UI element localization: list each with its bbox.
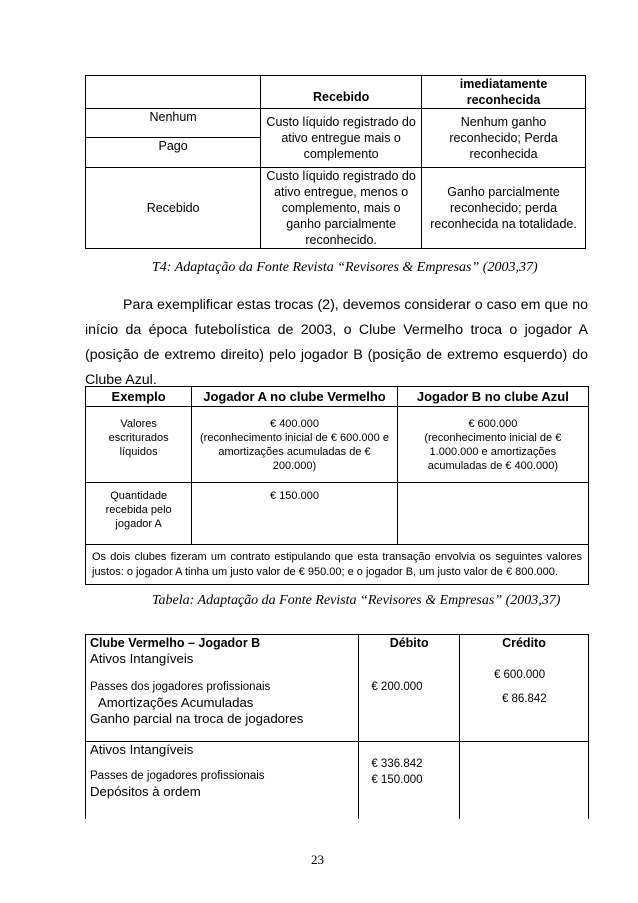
t1-cell-ganho-parcial: Ganho parcialmente reconhecido; perda reconhecida na totalidade. [422, 168, 586, 249]
t2-footer-note: Os dois clubes fizeram um contrato estipulando que esta transação envolvia os seguintes valores justos: o jogador A tinha um justo valor de € 950.00; e o jogador B, um justo valor de € 800.000. [86, 545, 589, 585]
table-3 [85, 634, 589, 819]
t3-b1-credit-2: € 86.842 [501, 693, 547, 705]
t3-b1-line-4: Ganho parcial na troca de jogadores [90, 711, 304, 726]
table-2-caption: Tabela: Adaptação da Fonte Revista “Revisores & Empresas” (2003,37) [152, 593, 561, 608]
t1-cell-nenhum-ganho: Nenhum ganho reconhecido; Perda reconhecida [422, 109, 586, 168]
t3-header-clube: Clube Vermelho – Jogador B [86, 635, 359, 652]
t3-b1-line-2: Passes dos jogadores profissionais [90, 681, 271, 693]
page-number: 23 [311, 852, 324, 867]
t2-row-quantidade-b [397, 483, 588, 545]
t2-header-exemplo: Exemplo [86, 387, 192, 407]
t3-block2-debit [359, 741, 460, 819]
t1-header-recebido: Recebido [261, 76, 422, 109]
t3-b2-line-2: Passes de jogadores profissionais [90, 769, 265, 782]
t3-b2-debit-1: € 336.842 [371, 757, 423, 770]
t2-row-valores-label: Valores escriturados líquidos [86, 407, 192, 483]
body-paragraph: Para exemplificar estas trocas (2), devemos considerar o caso em que no início da época futebolística de 2003, o Clube Vermelho troca o jogador A (posição de extremo direito) pelo jogador B (posição de extremo esquerdo) do Clube Azul. [85, 297, 588, 388]
t1-row-recebido: Recebido [86, 168, 261, 249]
t3-b2-line-3: Depósitos à ordem [90, 783, 201, 799]
table-1-caption: T4: Adaptação da Fonte Revista “Revisores & Empresas” (2003,37) [152, 260, 538, 275]
t2-row-quantidade-label: Quantidade recebida pelo jogador A [86, 483, 192, 545]
t2-header-jogador-a: Jogador A no clube Vermelho [192, 387, 397, 407]
t1-cell-custo-menos: Custo líquido registrado do ativo entregue, menos o complemento, mais o ganho parcialmente reconhecido. [261, 168, 422, 249]
t3-b1-line-1: Ativos Intangíveis [90, 651, 194, 666]
t3-b2-debit-2: € 150.000 [371, 773, 423, 786]
t1-row-nenhum: Nenhum [86, 109, 261, 138]
t1-cell-custo-complemento: Custo líquido registrado do ativo entregue mais o complemento [261, 109, 422, 168]
t3-b1-line-3: Amortizações Acumuladas [98, 695, 254, 710]
t1-header-reconhecida: imediatamente reconhecida [422, 76, 586, 109]
t2-a-value: € 400.000 [270, 418, 319, 430]
t2-a-note: (reconhecimento inicial de € 600.000 e amortizações acumuladas de € 200.000) [200, 432, 389, 472]
t1-row-pago: Pago [86, 138, 261, 168]
table-2 [85, 386, 589, 585]
t3-header-credito: Crédito [459, 635, 588, 652]
t3-block1-credit [459, 651, 588, 741]
t2-row-valores-b [397, 407, 588, 483]
t2-b-value: € 600.000 [468, 418, 518, 430]
t3-block2-accounts [86, 741, 359, 819]
t3-block1-accounts [86, 651, 359, 741]
t2-row-valores-a [192, 407, 397, 483]
t2-header-jogador-b: Jogador B no clube Azul [397, 387, 588, 407]
table-1 [85, 75, 586, 249]
t3-block1-debit [359, 651, 460, 741]
t3-b2-line-1: Ativos Intangíveis [90, 741, 194, 757]
t2-row-quantidade-a: € 150.000 [192, 483, 397, 545]
t2-b-note: (reconhecimento inicial de € 1.000.000 e amortizações acumuladas de € 400.000) [424, 432, 562, 472]
t3-b1-credit-1: € 600.000 [493, 669, 546, 681]
t3-header-debito: Débito [359, 635, 460, 652]
t3-block2-credit [459, 741, 588, 819]
t3-b1-debit-1: € 200.000 [371, 681, 423, 693]
t1-header-empty [86, 76, 261, 109]
